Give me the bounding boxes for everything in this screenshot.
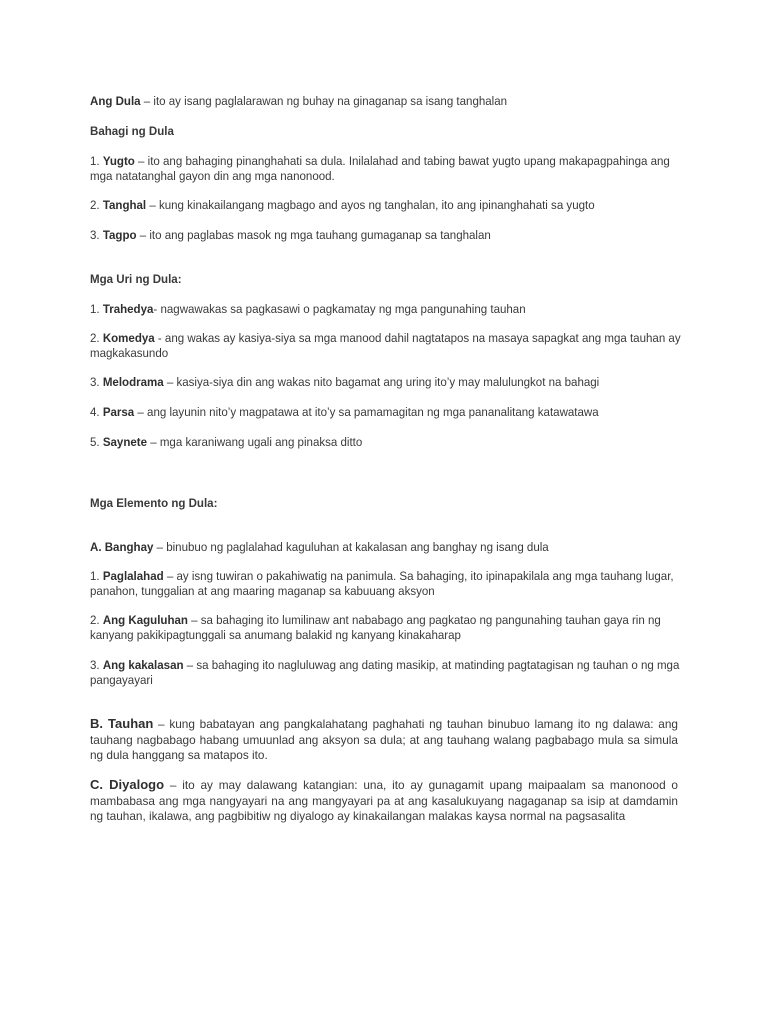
type-item: 1. Trahedya- nagwawakas sa pagkasawi o pagkamatay ng mga pangunahing tauhan xyxy=(90,302,526,316)
tauhan-paragraph: B. Tauhan – kung babatayan ang pangkalahatang paghahati ng tauhan binubuo lamang ito ng dalawa: ang tauhang nagbabago habang umuunlad ang aksyon sa dula; at ang tauhang walang pagbabago mula sa simula ng dula hanggang sa matapos ito. xyxy=(90,716,678,762)
type-item: 3. Melodrama – kasiya-siya din ang wakas nito bagamat ang uring ito’y may malulungkot na bahagi xyxy=(90,375,600,389)
banghay-paragraph: A. Banghay – binubuo ng paglalahad kaguluhan at kakalasan ang banghay ng isang dula xyxy=(90,540,549,554)
intro-term: Ang Dula xyxy=(90,94,141,108)
intro-paragraph xyxy=(90,94,681,109)
type-item: 4. Parsa – ang layunin nito’y magpatawa at ito’y sa pamamagitan ng mga pananalitang katawatawa xyxy=(90,405,599,419)
parts-heading: Bahagi ng Dula xyxy=(90,124,174,138)
intro-text: – ito ay isang paglalarawan ng buhay na ginaganap sa isang tanghalan xyxy=(140,94,508,108)
banghay-item: 3. Ang kakalasan – sa bahaging ito nagluluwag ang dating masikip, at matinding pagtatagisan ng tauhan o ng mga pangayayari xyxy=(90,658,680,687)
banghay-item: 2. Ang Kaguluhan – sa bahaging ito lumilinaw ant nababago ang pagkatao ng pangunahing tauhan gaya rin ng kanyang pakikipagtunggali sa anumang balakid ng kanyang kinakaharap xyxy=(90,613,661,642)
banghay-item: 1. Paglalahad – ay isng tuwiran o pakahiwatig na panimula. Sa bahaging, ito ipinapakilala ang mga tauhang lugar, panahon, tunggalian at ang maaring maganap sa kabuuang aksyon xyxy=(90,569,674,598)
part-item: 1. Yugto – ito ang bahaging pinanghahati sa dula. Inilalahad and tabing bawat yugto upang makapagpahinga ang mga natatanghal gayon din ang mga nanonood. xyxy=(90,154,670,183)
type-item: 2. Komedya - ang wakas ay kasiya-siya sa mga manood dahil nagtatapos na masaya sapagkat ang mga tauhan ay magkakasundo xyxy=(90,331,681,360)
type-item: 5. Saynete – mga karaniwang ugali ang pinaksa ditto xyxy=(90,435,363,449)
types-heading: Mga Uri ng Dula: xyxy=(90,272,182,286)
diyalogo-paragraph: C. Diyalogo – ito ay may dalawang katangian: una, ito ay gunagamit upang maipaalam sa manonood o mambabasa ang mga nangyayari na ang mangyayari pa at ang kasalukuyang nagaganap sa isip at damdamin ng tauhan, ikalawa, ang pagbibitiw ng diyalogo ay kinakailangan malakas kaysa normal na pagsasalita xyxy=(90,777,678,823)
part-item: 2. Tanghal – kung kinakailangang magbago and ayos ng tanghalan, ito ang ipinanghahati sa yugto xyxy=(90,198,595,212)
elements-heading: Mga Elemento ng Dula: xyxy=(90,496,218,510)
part-item: 3. Tagpo – ito ang paglabas masok ng mga tauhang gumaganap sa tanghalan xyxy=(90,228,491,242)
